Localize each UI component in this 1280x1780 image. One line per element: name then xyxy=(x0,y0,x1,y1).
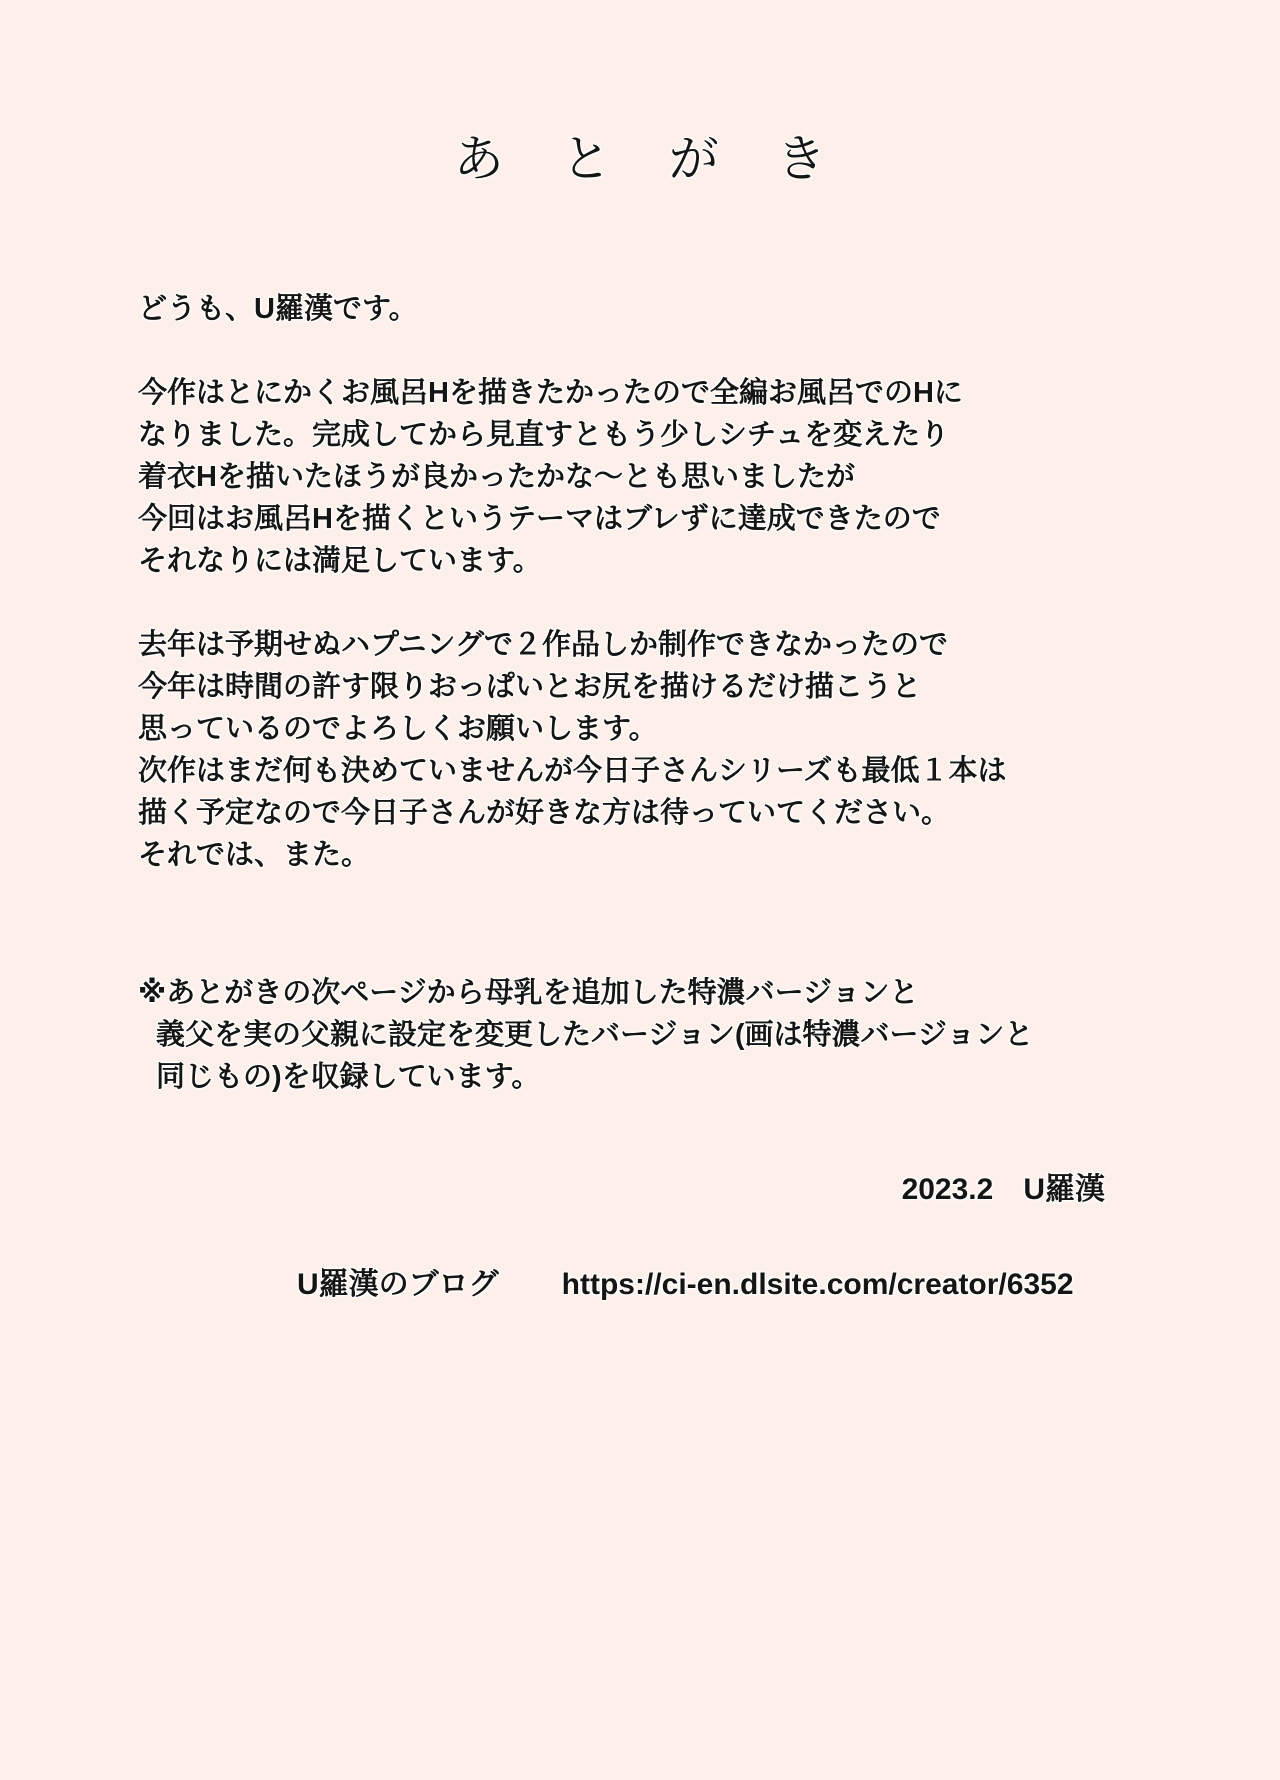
text-line: 今年は時間の許す限りおっぱいとお尻を描けるだけ描こうと xyxy=(138,671,922,703)
paragraph-about-work xyxy=(138,372,1105,582)
text-line: 思っているのでよろしくお願いします。 xyxy=(138,713,658,745)
note-line: 同じもの)を収録しています。 xyxy=(156,1061,541,1093)
note-line: 義父を実の父親に設定を変更したバージョン(画は特濃バージョンと xyxy=(156,1019,1034,1051)
note-block xyxy=(138,972,1105,1098)
text-line: 着衣Hを描いたほうが良かったかな〜とも思いましたが xyxy=(138,461,855,493)
text-line: 今回はお風呂Hを描くというテーマはブレずに達成できたので xyxy=(138,503,941,535)
text-line: なりました。完成してから見直すともう少しシチュを変えたり xyxy=(138,419,950,451)
blog-url: https://ci-en.dlsite.com/creator/6352 xyxy=(561,1268,1074,1301)
note-line: ※あとがきの次ページから母乳を追加した特濃バージョンと xyxy=(138,977,919,1009)
blog-label: U羅漢のブログ xyxy=(297,1268,499,1301)
text-line: 今作はとにかくお風呂Hを描きたかったので全編お風呂でのHに xyxy=(138,377,963,409)
greeting-line: どうも、U羅漢です。 xyxy=(138,293,418,325)
blog-info-line xyxy=(297,1264,1105,1306)
date-signature: 2023.2 U羅漢 xyxy=(901,1173,1105,1206)
body-text-column xyxy=(138,288,1105,1306)
closing-line: それでは、また。 xyxy=(138,839,371,871)
text-line: 去年は予期せぬハプニングで２作品しか制作できなかったので xyxy=(138,629,948,661)
text-line: 次作はまだ何も決めていませんが今日子さんシリーズも最低１本は xyxy=(138,755,1007,787)
text-line: それなりには満足しています。 xyxy=(138,545,542,577)
paragraph-future-plans xyxy=(138,624,1105,834)
page-title: あとがき xyxy=(453,131,884,187)
text-line: 描く予定なので今日子さんが好きな方は待っていてください。 xyxy=(138,797,951,829)
